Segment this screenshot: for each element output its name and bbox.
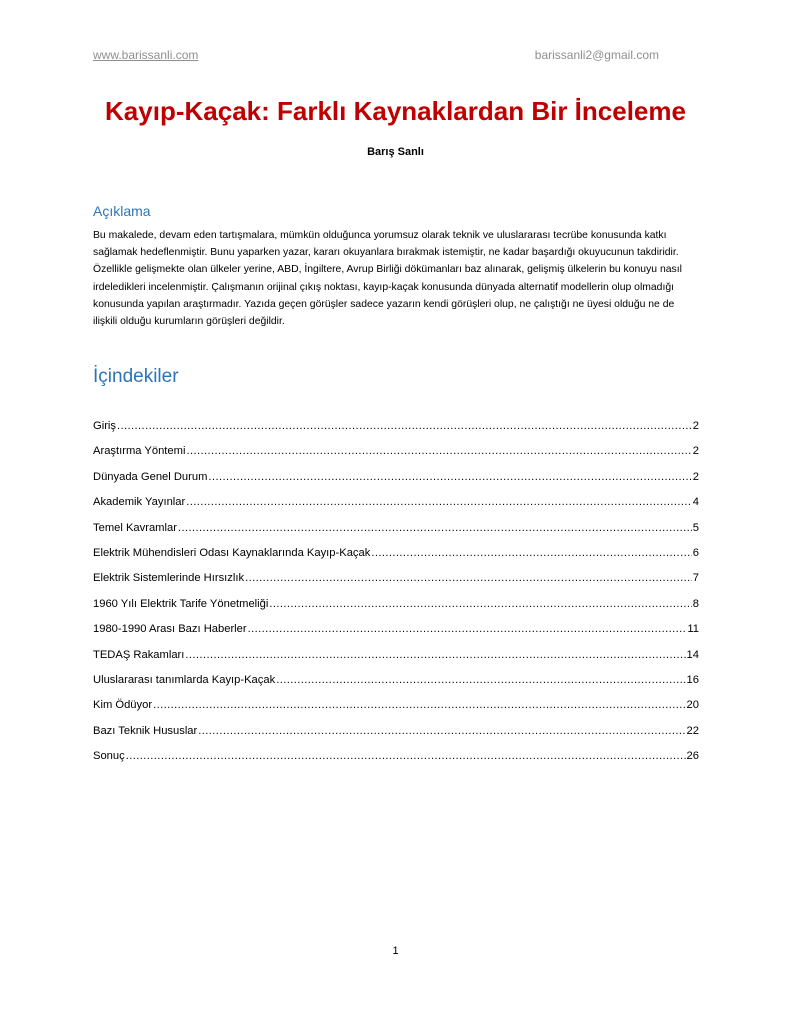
toc-entry-page: 11 bbox=[687, 623, 699, 636]
toc-entry[interactable] bbox=[93, 471, 699, 496]
toc-leader-dots bbox=[185, 649, 685, 661]
toc-leader-dots bbox=[371, 547, 691, 559]
author-name: Barış Sanlı bbox=[367, 146, 424, 158]
toc-leader-dots bbox=[248, 623, 687, 635]
toc-entry-label: Uluslararası tanımlarda Kayıp-Kaçak bbox=[93, 673, 276, 686]
toc-entry[interactable] bbox=[93, 496, 699, 521]
toc-entry-page: 20 bbox=[686, 699, 699, 712]
toc-entry-page: 5 bbox=[692, 521, 699, 534]
author-email: barissanli2@gmail.com bbox=[534, 48, 659, 62]
toc-entry-page: 6 bbox=[692, 546, 699, 559]
toc-entry-label: Bazı Teknik Hususlar bbox=[93, 724, 198, 737]
toc-entry[interactable] bbox=[93, 598, 699, 623]
toc-entry[interactable] bbox=[93, 649, 699, 674]
toc-entry-label: 1960 Yılı Elektrik Tarife Yönetmeliği bbox=[93, 597, 269, 610]
toc-leader-dots bbox=[198, 725, 685, 737]
toc-entry[interactable] bbox=[93, 445, 699, 470]
toc-leader-dots bbox=[269, 598, 691, 610]
toc-leader-dots bbox=[178, 522, 692, 534]
toc-entry-page: 2 bbox=[692, 470, 699, 483]
toc-entry-page: 14 bbox=[686, 648, 699, 661]
toc-leader-dots bbox=[186, 496, 692, 508]
abstract-heading: Açıklama bbox=[93, 203, 151, 219]
toc-entry-label: Elektrik Mühendisleri Odası Kaynaklarında Kayıp-Kaçak bbox=[93, 546, 371, 559]
page-number: 1 bbox=[392, 945, 399, 957]
toc-entry[interactable] bbox=[93, 623, 699, 648]
toc-leader-dots bbox=[276, 674, 685, 686]
toc-leader-dots bbox=[153, 699, 685, 711]
toc-entry[interactable] bbox=[93, 674, 699, 699]
toc-entry-page: 8 bbox=[692, 597, 699, 610]
toc-leader-dots bbox=[117, 420, 692, 432]
toc-entry-page: 7 bbox=[692, 572, 699, 585]
toc-entry-label: Giriş bbox=[93, 420, 116, 432]
toc-entry-page: 26 bbox=[686, 750, 699, 763]
abstract-text: Bu makalede, devam eden tartışmalara, mümkün olduğunca yorumsuz olarak teknik ve uluslararası tecrübe konusunda katkı sağlamak hedeflenmiştir. Bunu yaparken yazar, kararı okuyanlara bırakmak istemiştir, ne kadar başardığı okuyucunun takdiridir. Özellikle gelişmekte olan ülkeler yerine, ABD, İngiltere, Avrup Birliği dökümanları baz alınarak, gelişmiş ülkelerin bu konuyu nasıl irdeledikleri incelenmiştir. Çalışmanın orijinal çıkış noktası, kayıp-kaçak konusunda dünyada alternatif modellerin olup olmadığı konusunda yapılan araştırmadır. Yazıda geçen görüşler sadece yazarın kendi görüşleri olup, ne çalıştığı ne üyesi olduğu ne de ilişkili olduğu kurumların görüşleri değildir. bbox=[93, 230, 682, 328]
toc-entry-label: Akademik Yayınlar bbox=[93, 496, 186, 509]
toc-entry[interactable] bbox=[93, 522, 699, 547]
toc-entry-label: Kim Ödüyor bbox=[93, 699, 153, 712]
toc-entry-label: 1980-1990 Arası Bazı Haberler bbox=[93, 623, 247, 636]
toc-entry[interactable] bbox=[93, 572, 699, 597]
toc-entry-label: Elektrik Sistemlerinde Hırsızlık bbox=[93, 572, 245, 585]
toc-entry-label: Temel Kavramlar bbox=[93, 521, 177, 534]
toc-leader-dots bbox=[245, 572, 692, 584]
toc-entry[interactable] bbox=[93, 699, 699, 724]
toc-entry-label: TEDAŞ Rakamları bbox=[93, 648, 185, 661]
website-link[interactable]: www.barissanli.com bbox=[93, 48, 199, 62]
toc-heading: İçindekiler bbox=[93, 366, 179, 387]
toc-leader-dots bbox=[208, 471, 691, 483]
toc-entry-label: Dünyada Genel Durum bbox=[93, 470, 208, 483]
toc-entry-page: 4 bbox=[692, 496, 699, 509]
toc-entry-page: 22 bbox=[686, 724, 699, 737]
toc-entry[interactable] bbox=[93, 725, 699, 750]
toc-leader-dots bbox=[186, 445, 691, 457]
toc-entry[interactable] bbox=[93, 750, 699, 775]
table-of-contents bbox=[93, 420, 699, 775]
toc-leader-dots bbox=[126, 750, 686, 762]
toc-entry[interactable] bbox=[93, 547, 699, 572]
toc-entry-page: 2 bbox=[692, 445, 699, 458]
toc-entry-label: Sonuç bbox=[93, 750, 125, 763]
toc-entry-page: 2 bbox=[692, 420, 699, 432]
toc-entry-page: 16 bbox=[686, 673, 699, 686]
toc-entry[interactable] bbox=[93, 420, 699, 445]
document-title: Kayıp-Kaçak: Farklı Kaynaklardan Bir İnceleme bbox=[105, 96, 686, 126]
toc-entry-label: Araştırma Yöntemi bbox=[93, 445, 186, 458]
